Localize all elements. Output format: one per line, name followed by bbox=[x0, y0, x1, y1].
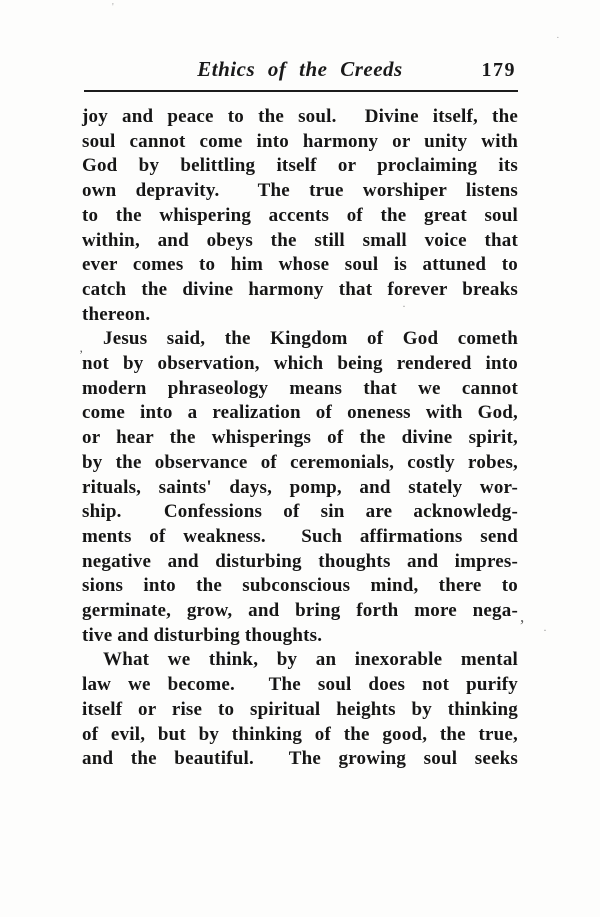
text-line: ever comes to him whose soul is attuned to bbox=[82, 254, 518, 276]
text-line: itself or rise to spiritual heights by thinking bbox=[82, 698, 518, 720]
text-line: within, and obeys the still small voice that bbox=[82, 229, 518, 251]
text-line: ments of weakness. Such affirmations send bbox=[82, 525, 518, 547]
text-line: Jesus said, the Kingdom of God cometh bbox=[103, 328, 518, 350]
text-line: to the whispering accents of the great soul bbox=[82, 204, 518, 226]
text-line: germinate, grow, and bring forth more nega- bbox=[82, 600, 518, 622]
text-line: soul cannot come into harmony or unity with bbox=[82, 130, 518, 152]
text-line: thereon. bbox=[82, 303, 151, 325]
text-line: modern phraseology means that we cannot bbox=[82, 377, 518, 399]
text-line: own depravity. The true worshiper listens bbox=[82, 180, 518, 202]
scan-artifact: ‚ bbox=[79, 340, 84, 355]
text-line: joy and peace to the soul. Divine itself, the bbox=[82, 106, 518, 127]
text-line: What we think, by an inexorable mental bbox=[103, 649, 518, 671]
text-line: by the observance of ceremonials, costly robes, bbox=[82, 451, 518, 473]
page-number: 179 bbox=[481, 59, 516, 81]
text-line: law we become. The soul does not purify bbox=[82, 674, 518, 696]
scan-artifact: · bbox=[556, 32, 560, 44]
scan-artifact: · bbox=[402, 299, 406, 313]
text-line: ship. Confessions of sin are acknowledg- bbox=[82, 501, 518, 523]
running-title: Ethics of the Creeds bbox=[197, 57, 403, 81]
text-line: God by belittling itself or proclaiming its bbox=[82, 155, 518, 177]
text-line: tive and disturbing thoughts. bbox=[82, 624, 323, 646]
text-line: come into a realization of oneness with God, bbox=[82, 402, 518, 424]
text-line: sions into the subconscious mind, there to bbox=[82, 575, 518, 597]
text-line: catch the divine harmony that forever breaks bbox=[82, 278, 518, 300]
header-rule bbox=[84, 90, 518, 92]
scan-artifact: ' bbox=[112, 2, 114, 13]
text-line: not by observation, which being rendered into bbox=[82, 353, 518, 375]
scan-artifact: , bbox=[520, 607, 525, 626]
text-line: rituals, saints' days, pomp, and stately wor- bbox=[82, 476, 518, 498]
text-line: and the beautiful. The growing soul seeks bbox=[82, 748, 518, 770]
page-body bbox=[82, 105, 518, 772]
text-line: of evil, but by thinking of the good, the true, bbox=[82, 723, 518, 745]
text-line: negative and disturbing thoughts and impres- bbox=[82, 550, 518, 572]
text-line: or hear the whisperings of the divine spirit, bbox=[82, 427, 518, 449]
scan-artifact: · bbox=[543, 623, 547, 637]
